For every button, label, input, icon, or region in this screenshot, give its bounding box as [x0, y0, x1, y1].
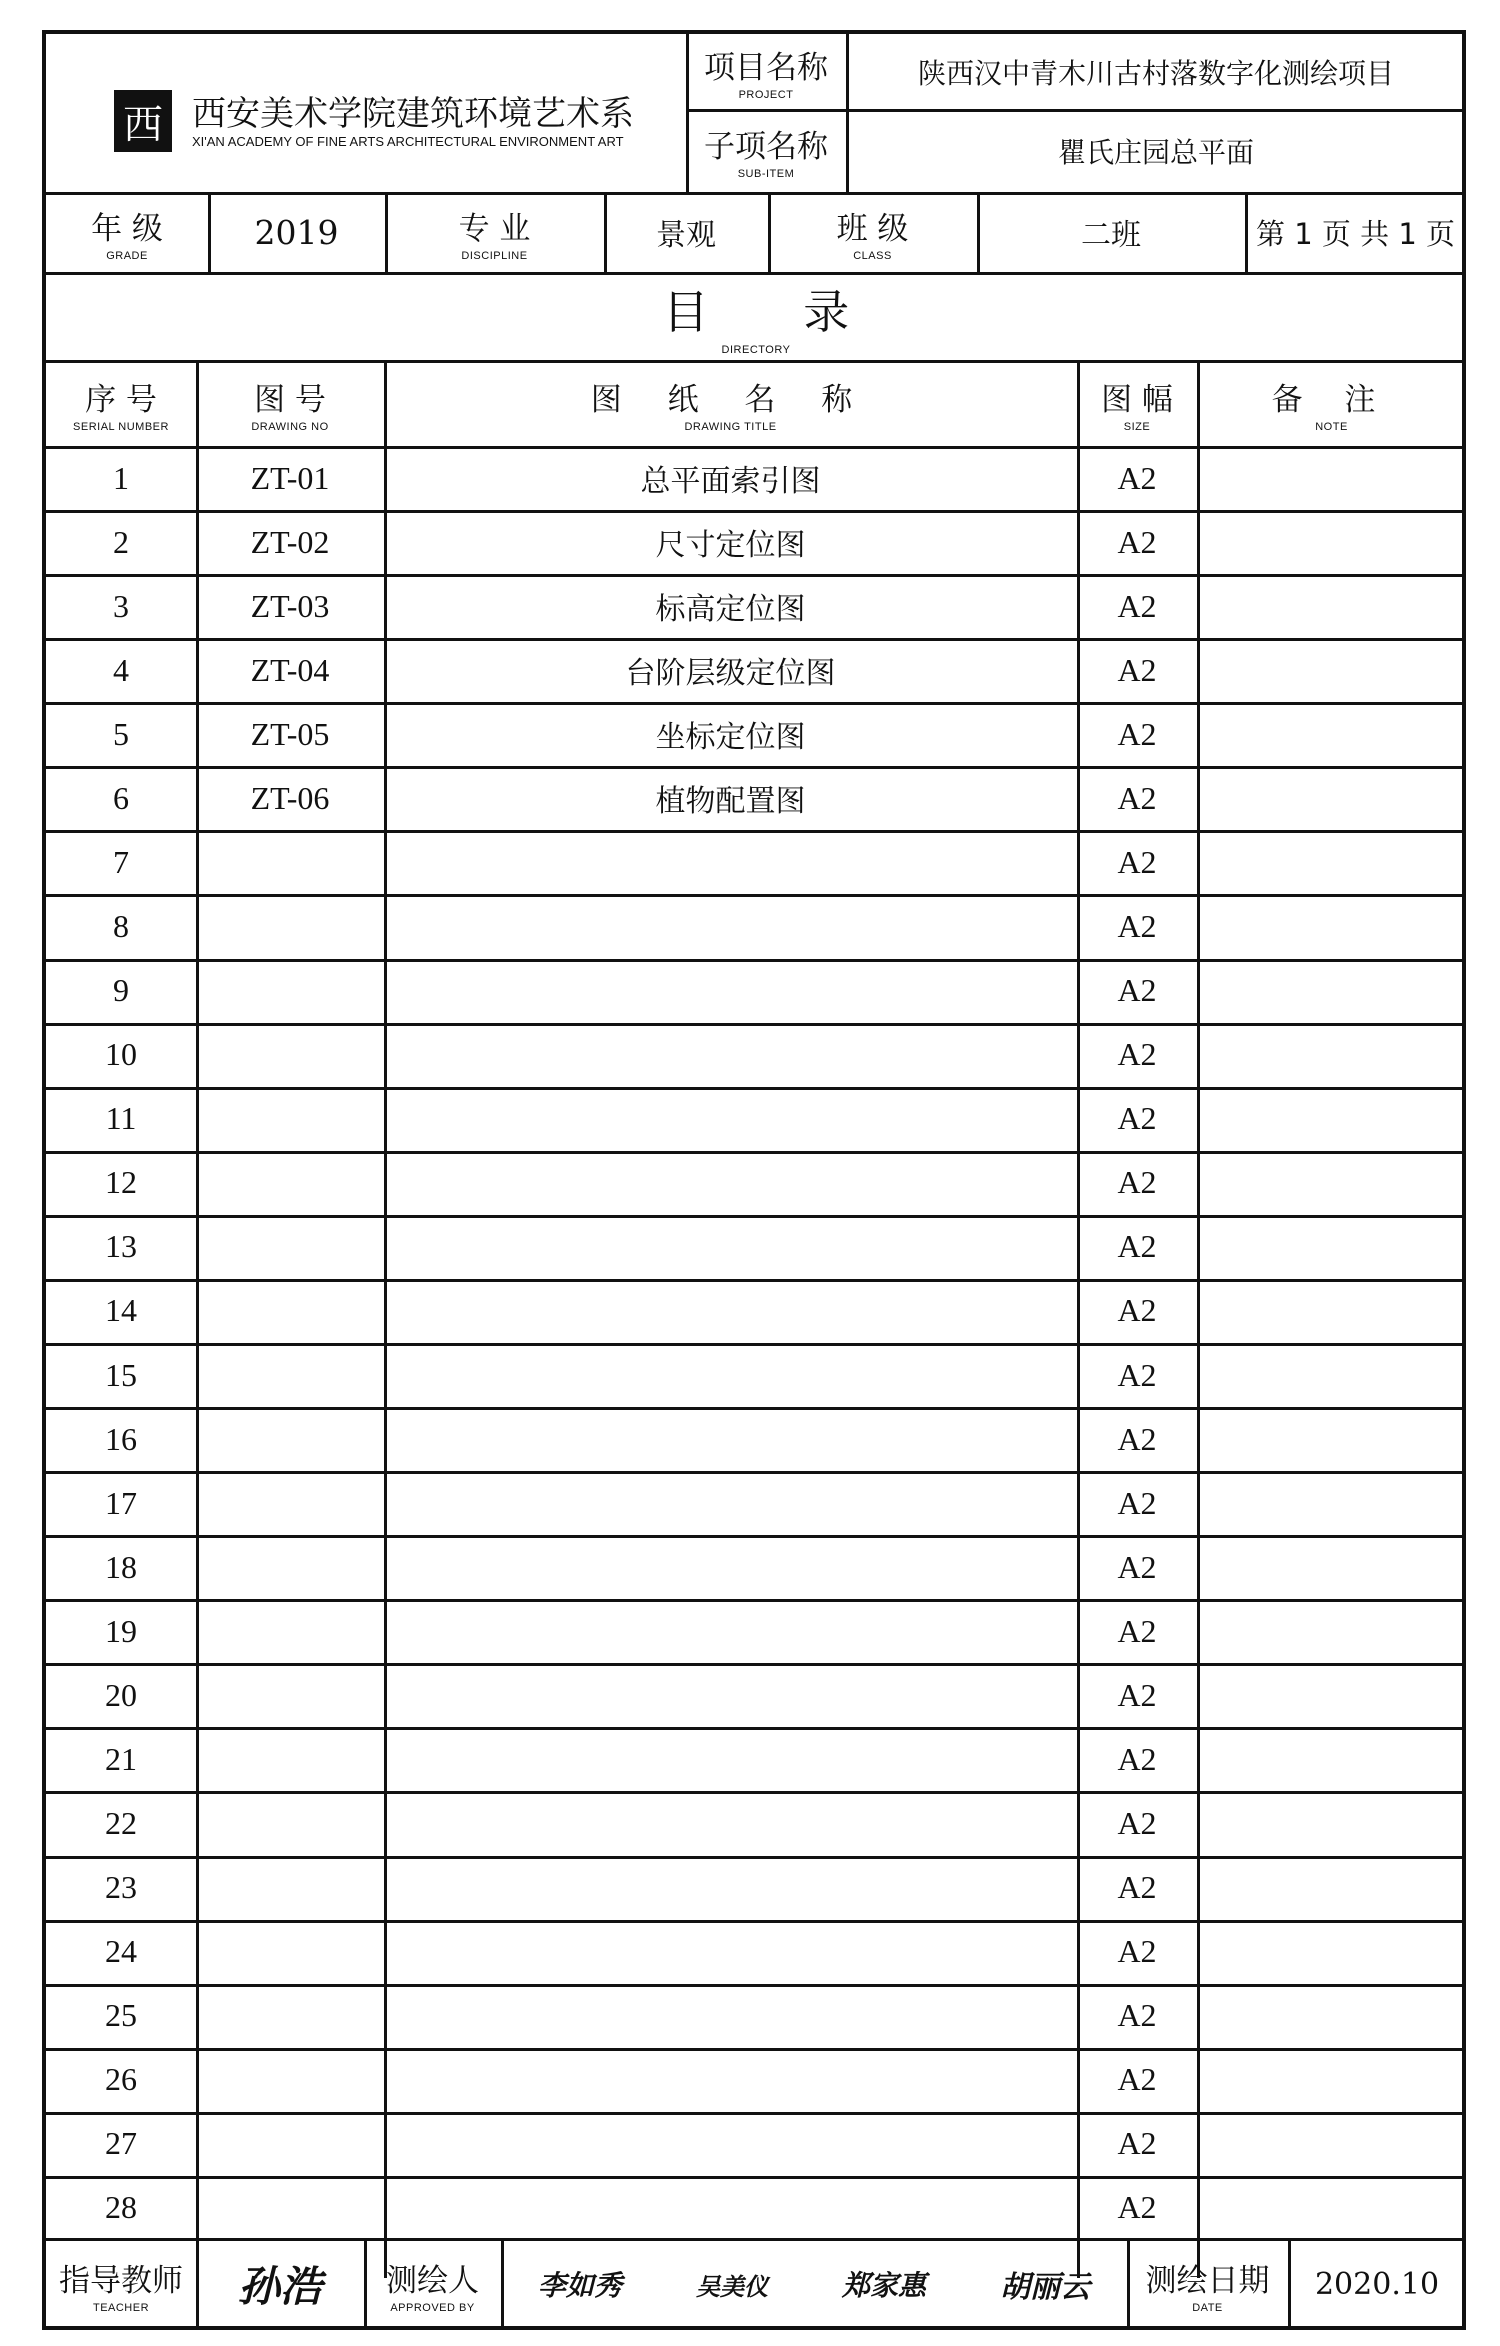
row-size-cell — [1077, 1151, 1197, 1215]
row-note-cell — [1197, 1535, 1466, 1599]
row-note-cell — [1197, 1023, 1466, 1087]
row-serial: 25 — [105, 1997, 137, 2034]
row-size: A2 — [1117, 1228, 1157, 1265]
row-drawing-no-cell — [196, 2176, 384, 2240]
grade-label: 年 级 — [91, 210, 163, 247]
row-drawing-no-cell — [196, 2112, 384, 2176]
row-size-cell — [1077, 702, 1197, 766]
row-serial-cell — [46, 894, 196, 958]
row-serial: 9 — [113, 972, 129, 1009]
col-serial-label-en: SERIAL NUMBER — [73, 420, 169, 433]
subitem-label-cell — [686, 109, 846, 192]
row-drawing-title: 坐标定位图 — [655, 720, 806, 756]
row-drawing-title-cell — [384, 1279, 1077, 1343]
row-note-cell — [1197, 1791, 1466, 1855]
row-size-cell — [1077, 1856, 1197, 1920]
row-drawing-no-cell — [196, 574, 384, 638]
row-serial-cell — [46, 702, 196, 766]
row-size: A2 — [1117, 779, 1157, 816]
row-size-cell — [1077, 1023, 1197, 1087]
row-note-cell — [1197, 959, 1466, 1023]
col-note-label-en: NOTE — [1315, 420, 1348, 433]
row-drawing-no: ZT-03 — [250, 587, 330, 624]
discipline-label-cell — [385, 192, 604, 272]
row-size: A2 — [1117, 523, 1157, 560]
row-serial-cell — [46, 1343, 196, 1407]
row-drawing-title-cell — [384, 1727, 1077, 1791]
row-drawing-title-cell — [384, 446, 1077, 510]
row-serial: 7 — [113, 843, 129, 880]
row-serial: 24 — [105, 1933, 137, 1970]
grade-label-en: GRADE — [106, 249, 148, 262]
row-note-cell — [1197, 1279, 1466, 1343]
row-note-cell — [1197, 2176, 1466, 2240]
drawing-sheet — [42, 30, 1466, 2330]
row-note-cell — [1197, 1984, 1466, 2048]
col-note-label: 备 注 — [1271, 381, 1392, 418]
logo-glyph: 西 — [123, 101, 163, 148]
surveyor-signature: 郑家惠 — [841, 2269, 926, 2302]
class-label: 班 级 — [836, 210, 909, 247]
row-serial-cell — [46, 1920, 196, 1984]
row-drawing-no-cell — [196, 510, 384, 574]
row-size-cell — [1077, 1727, 1197, 1791]
row-note-cell — [1197, 1599, 1466, 1663]
row-drawing-title-cell — [384, 1023, 1077, 1087]
row-drawing-no-cell — [196, 1023, 384, 1087]
col-size-label: 图 幅 — [1101, 381, 1173, 418]
date-value-cell — [1288, 2238, 1466, 2330]
row-serial: 8 — [113, 908, 129, 945]
row-size: A2 — [1117, 2189, 1157, 2226]
discipline-value-cell — [604, 192, 768, 272]
row-drawing-title-cell — [384, 1984, 1077, 2048]
row-drawing-title-cell — [384, 1599, 1077, 1663]
row-serial-cell — [46, 1984, 196, 2048]
row-drawing-title-cell — [384, 2176, 1077, 2240]
row-size: A2 — [1117, 1484, 1157, 1521]
row-serial-cell — [46, 1087, 196, 1151]
row-size: A2 — [1117, 1869, 1157, 1906]
row-size: A2 — [1117, 843, 1157, 880]
col-serial-label: 序 号 — [85, 381, 157, 418]
teacher-label-en: TEACHER — [92, 2301, 150, 2314]
page-info: 第 1 页 共 1 页 — [1256, 216, 1455, 251]
row-serial: 27 — [105, 2125, 137, 2162]
row-drawing-title-cell — [384, 1151, 1077, 1215]
row-size-cell — [1077, 2048, 1197, 2112]
row-drawing-no: ZT-04 — [250, 651, 330, 688]
row-serial-cell — [46, 1791, 196, 1855]
row-drawing-no-cell — [196, 1535, 384, 1599]
row-size: A2 — [1117, 2061, 1157, 2098]
row-drawing-no-cell — [196, 1663, 384, 1727]
row-note-cell — [1197, 1856, 1466, 1920]
row-drawing-no-cell — [196, 1279, 384, 1343]
row-drawing-no-cell — [196, 446, 384, 510]
institution-name-en: XI'AN ACADEMY OF FINE ARTS ARCHITECTURAL ENVIRONMENT ART — [192, 134, 624, 149]
row-drawing-no: ZT-06 — [250, 779, 330, 816]
col-drawing-no-label-en: DRAWING NO — [251, 420, 329, 433]
row-drawing-title-cell — [384, 959, 1077, 1023]
row-size: A2 — [1117, 908, 1157, 945]
row-serial-cell — [46, 1151, 196, 1215]
row-serial-cell — [46, 1663, 196, 1727]
row-drawing-no-cell — [196, 830, 384, 894]
row-serial-cell — [46, 830, 196, 894]
row-size-cell — [1077, 1599, 1197, 1663]
surveyor-signature: 吴美仪 — [695, 2271, 768, 2301]
teacher-signature: 孙浩 — [237, 2262, 322, 2311]
row-size-cell — [1077, 1279, 1197, 1343]
row-drawing-title-cell — [384, 1087, 1077, 1151]
row-serial: 19 — [105, 1612, 137, 1649]
row-serial: 16 — [105, 1420, 137, 1457]
row-drawing-title-cell — [384, 702, 1077, 766]
row-serial-cell — [46, 638, 196, 702]
row-drawing-no-cell — [196, 1215, 384, 1279]
row-size: A2 — [1117, 587, 1157, 624]
row-serial: 23 — [105, 1869, 137, 1906]
row-size-cell — [1077, 1087, 1197, 1151]
row-drawing-title-cell — [384, 510, 1077, 574]
row-serial-cell — [46, 1599, 196, 1663]
row-serial: 12 — [105, 1164, 137, 1201]
directory-title: 目 录 — [662, 285, 890, 339]
discipline-value: 景观 — [656, 218, 716, 253]
row-drawing-no-cell — [196, 1856, 384, 1920]
row-size-cell — [1077, 2176, 1197, 2240]
row-note-cell — [1197, 1151, 1466, 1215]
row-drawing-title-cell — [384, 1343, 1077, 1407]
discipline-label: 专 业 — [458, 210, 531, 247]
row-serial-cell — [46, 959, 196, 1023]
row-serial: 22 — [105, 1805, 137, 1841]
surveyor-label: 测绘人 — [386, 2262, 479, 2299]
row-drawing-no-cell — [196, 638, 384, 702]
row-serial-cell — [46, 1471, 196, 1535]
class-label-cell — [768, 192, 977, 272]
project-label-cell — [686, 34, 846, 109]
subitem-label-en: SUB-ITEM — [737, 168, 795, 180]
row-size: A2 — [1117, 459, 1157, 496]
row-serial: 20 — [105, 1676, 137, 1713]
row-drawing-no-cell — [196, 1920, 384, 1984]
page-info-cell — [1245, 192, 1466, 272]
school-logo — [114, 90, 172, 152]
date-label-cell — [1127, 2238, 1288, 2330]
grade-value-cell — [208, 192, 385, 272]
col-drawing-no-header — [196, 360, 384, 446]
row-serial: 18 — [105, 1548, 137, 1585]
row-drawing-title-cell — [384, 1791, 1077, 1855]
row-drawing-title-cell — [384, 1471, 1077, 1535]
row-size: A2 — [1117, 1292, 1157, 1329]
row-drawing-title-cell — [384, 766, 1077, 830]
row-drawing-no-cell — [196, 1343, 384, 1407]
row-size-cell — [1077, 574, 1197, 638]
row-drawing-title-cell — [384, 574, 1077, 638]
col-size-label-en: SIZE — [1123, 420, 1151, 433]
row-serial: 3 — [113, 587, 129, 624]
row-note-cell — [1197, 1727, 1466, 1791]
row-drawing-title: 台阶层级定位图 — [625, 656, 836, 692]
subitem-value-cell — [846, 109, 1466, 192]
row-size: A2 — [1117, 1356, 1157, 1393]
col-size-header — [1077, 360, 1197, 446]
row-size: A2 — [1117, 1997, 1157, 2034]
row-note-cell — [1197, 638, 1466, 702]
row-serial: 13 — [105, 1228, 137, 1265]
row-serial-cell — [46, 446, 196, 510]
date-label-en: DATE — [1192, 2301, 1223, 2314]
row-serial: 11 — [105, 1100, 137, 1137]
row-drawing-no-cell — [196, 1151, 384, 1215]
row-serial-cell — [46, 2176, 196, 2240]
row-serial-cell — [46, 2048, 196, 2112]
row-serial-cell — [46, 574, 196, 638]
row-drawing-title-cell — [384, 1535, 1077, 1599]
row-serial: 21 — [105, 1740, 137, 1777]
row-serial-cell — [46, 2112, 196, 2176]
row-serial-cell — [46, 1023, 196, 1087]
surveyor-label-en: APPROVED BY — [390, 2301, 475, 2314]
row-size: A2 — [1117, 1036, 1157, 1073]
row-drawing-no: ZT-01 — [250, 459, 330, 496]
col-note-header — [1197, 360, 1466, 446]
row-drawing-title-cell — [384, 1663, 1077, 1727]
row-size-cell — [1077, 1343, 1197, 1407]
row-drawing-no-cell — [196, 1471, 384, 1535]
row-serial-cell — [46, 1279, 196, 1343]
row-drawing-title: 尺寸定位图 — [655, 528, 806, 564]
row-note-cell — [1197, 574, 1466, 638]
row-drawing-title-cell — [384, 1856, 1077, 1920]
row-note-cell — [1197, 1343, 1466, 1407]
col-drawing-title-label: 图 纸 名 称 — [590, 381, 871, 418]
row-note-cell — [1197, 1087, 1466, 1151]
row-drawing-no: ZT-02 — [250, 523, 330, 560]
row-note-cell — [1197, 894, 1466, 958]
discipline-label-en: DISCIPLINE — [461, 249, 528, 262]
row-note-cell — [1197, 446, 1466, 510]
row-serial: 28 — [105, 2189, 137, 2226]
row-size-cell — [1077, 1920, 1197, 1984]
row-size-cell — [1077, 766, 1197, 830]
row-size-cell — [1077, 638, 1197, 702]
row-size: A2 — [1117, 715, 1157, 752]
row-drawing-title: 植物配置图 — [655, 784, 806, 820]
row-size-cell — [1077, 1471, 1197, 1535]
project-value: 陕西汉中青木川古村落数字化测绘项目 — [917, 56, 1394, 90]
row-drawing-no-cell — [196, 1727, 384, 1791]
row-serial: 1 — [113, 459, 129, 496]
row-note-cell — [1197, 2048, 1466, 2112]
surveyor-signatures-cell — [501, 2238, 1127, 2330]
row-serial: 2 — [113, 523, 129, 560]
row-note-cell — [1197, 702, 1466, 766]
row-note-cell — [1197, 830, 1466, 894]
row-note-cell — [1197, 510, 1466, 574]
row-note-cell — [1197, 766, 1466, 830]
subitem-label: 子项名称 — [704, 129, 828, 165]
row-size-cell — [1077, 959, 1197, 1023]
row-size: A2 — [1117, 651, 1157, 688]
row-serial-cell — [46, 1856, 196, 1920]
row-size-cell — [1077, 830, 1197, 894]
row-drawing-no-cell — [196, 1599, 384, 1663]
row-drawing-no-cell — [196, 1087, 384, 1151]
row-drawing-title-cell — [384, 1215, 1077, 1279]
class-value-cell — [977, 192, 1245, 272]
row-size: A2 — [1117, 972, 1157, 1009]
row-size-cell — [1077, 1215, 1197, 1279]
row-drawing-title-cell — [384, 638, 1077, 702]
row-drawing-no-cell — [196, 1407, 384, 1471]
surveyor-signature: 胡丽云 — [999, 2270, 1090, 2305]
row-size: A2 — [1117, 1933, 1157, 1970]
row-drawing-no-cell — [196, 959, 384, 1023]
directory-title-en: DIRECTORY — [721, 344, 791, 356]
teacher-label: 指导教师 — [59, 2262, 183, 2299]
col-drawing-title-label-en: DRAWING TITLE — [684, 420, 777, 433]
row-serial-cell — [46, 766, 196, 830]
directory-title-cell — [46, 272, 1466, 360]
date-label: 测绘日期 — [1145, 2262, 1270, 2299]
teacher-label-cell — [46, 2238, 196, 2330]
project-value-cell — [846, 34, 1466, 109]
row-serial-cell — [46, 1407, 196, 1471]
row-serial: 17 — [105, 1484, 137, 1521]
row-note-cell — [1197, 2112, 1466, 2176]
row-size: A2 — [1117, 2125, 1157, 2162]
surveyor-label-cell — [364, 2238, 501, 2330]
row-serial-cell — [46, 510, 196, 574]
row-serial-cell — [46, 1215, 196, 1279]
row-drawing-title-cell — [384, 894, 1077, 958]
row-drawing-title-cell — [384, 830, 1077, 894]
row-size-cell — [1077, 2112, 1197, 2176]
row-note-cell — [1197, 1407, 1466, 1471]
col-drawing-title-header — [384, 360, 1077, 446]
row-note-cell — [1197, 1471, 1466, 1535]
teacher-signature-cell — [196, 2238, 364, 2330]
row-serial-cell — [46, 1727, 196, 1791]
row-size: A2 — [1117, 1740, 1157, 1777]
row-serial-cell — [46, 1535, 196, 1599]
row-drawing-title: 标高定位图 — [655, 592, 806, 628]
row-note-cell — [1197, 1920, 1466, 1984]
row-size-cell — [1077, 1535, 1197, 1599]
col-serial-header — [46, 360, 196, 446]
row-note-cell — [1197, 1215, 1466, 1279]
class-value: 二班 — [1081, 218, 1141, 253]
institution-name: 西安美术学院建筑环境艺术系 — [192, 94, 634, 134]
row-size-cell — [1077, 1984, 1197, 2048]
grade-value: 2019 — [254, 212, 339, 252]
row-drawing-title-cell — [384, 1407, 1077, 1471]
row-drawing-no-cell — [196, 702, 384, 766]
row-serial: 4 — [113, 651, 129, 688]
row-serial: 15 — [105, 1356, 137, 1393]
row-drawing-title-cell — [384, 2112, 1077, 2176]
row-size-cell — [1077, 446, 1197, 510]
row-drawing-no-cell — [196, 2048, 384, 2112]
row-serial: 26 — [105, 2061, 137, 2098]
row-drawing-title: 总平面索引图 — [640, 464, 821, 500]
row-serial: 10 — [105, 1036, 137, 1073]
date-value: 2020.10 — [1314, 2266, 1440, 2302]
row-serial: 5 — [113, 715, 129, 752]
row-note-cell — [1197, 1663, 1466, 1727]
row-size-cell — [1077, 1663, 1197, 1727]
grade-label-cell — [46, 192, 208, 272]
row-size-cell — [1077, 894, 1197, 958]
row-size-cell — [1077, 1791, 1197, 1855]
row-serial: 6 — [113, 779, 129, 816]
row-size: A2 — [1117, 1612, 1157, 1649]
row-serial: 14 — [105, 1292, 137, 1329]
row-size: A2 — [1117, 1805, 1157, 1841]
row-drawing-no: ZT-05 — [250, 715, 330, 752]
row-size: A2 — [1117, 1100, 1157, 1137]
class-label-en: CLASS — [853, 249, 892, 262]
surveyor-signature: 李如秀 — [537, 2269, 622, 2302]
project-label-en: PROJECT — [738, 89, 794, 101]
project-label: 项目名称 — [704, 50, 828, 86]
row-drawing-title-cell — [384, 2048, 1077, 2112]
col-drawing-no-label: 图 号 — [254, 381, 326, 418]
subitem-value: 瞿氏庄园总平面 — [1057, 135, 1254, 169]
row-size: A2 — [1117, 1676, 1157, 1713]
row-size: A2 — [1117, 1420, 1157, 1457]
row-size: A2 — [1117, 1548, 1157, 1585]
row-drawing-title-cell — [384, 1920, 1077, 1984]
row-drawing-no-cell — [196, 894, 384, 958]
row-drawing-no-cell — [196, 766, 384, 830]
row-size-cell — [1077, 510, 1197, 574]
row-size-cell — [1077, 1407, 1197, 1471]
row-size: A2 — [1117, 1164, 1157, 1201]
row-drawing-no-cell — [196, 1791, 384, 1855]
row-drawing-no-cell — [196, 1984, 384, 2048]
